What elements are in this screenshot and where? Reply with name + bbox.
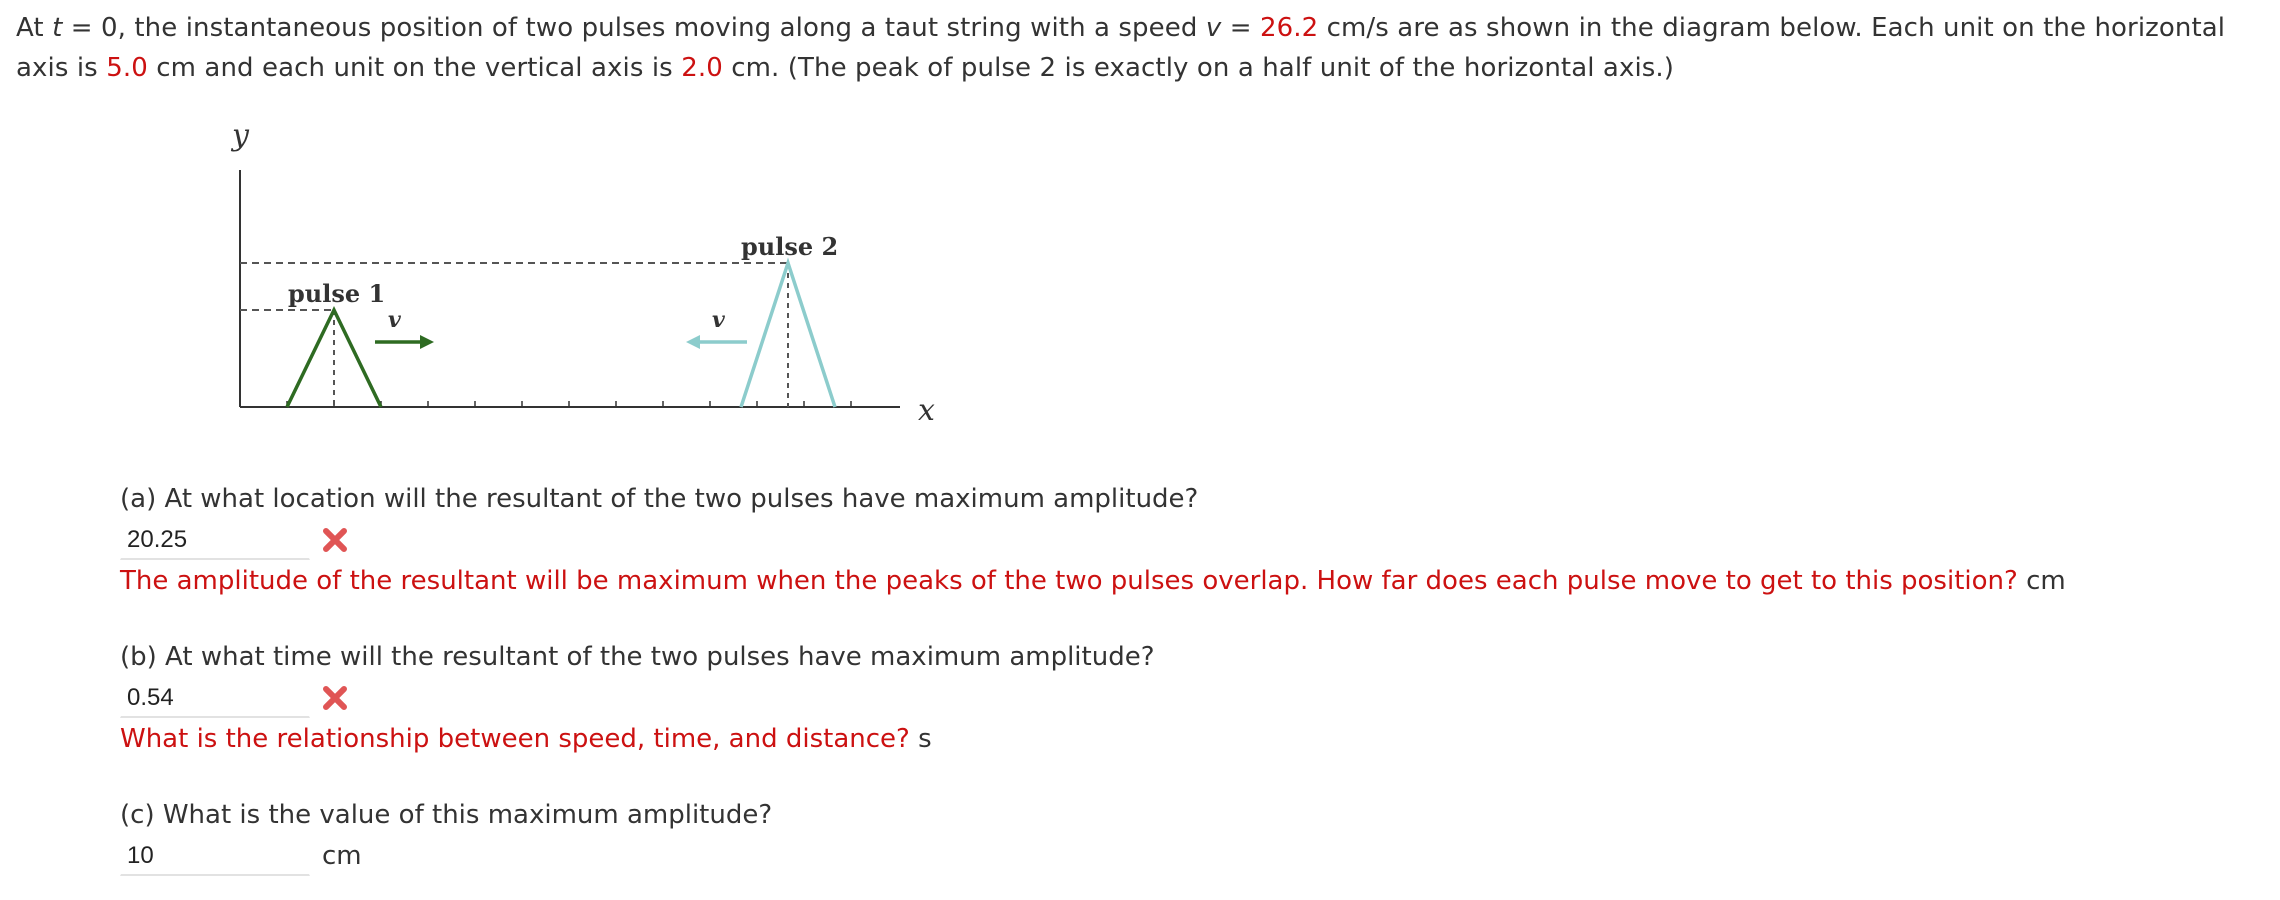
- pulse2-arrow-head: [686, 335, 700, 349]
- part-a-unit: cm: [2026, 566, 2066, 596]
- problem-text: cm/s are as shown in the diagram below. Each unit on the horizontal axis is: [16, 13, 2226, 83]
- question-parts: [120, 480, 2220, 900]
- part-c-answer-input[interactable]: [120, 836, 310, 876]
- part-b-answer-row: [120, 676, 2220, 720]
- pulse2-label: pulse 2: [741, 232, 839, 261]
- part-c-question: (c) What is the value of this maximum amplitude?: [120, 800, 773, 830]
- part-b-answer-input[interactable]: [120, 678, 310, 718]
- x-axis-label: x: [918, 393, 935, 428]
- pulse1-arrow-head: [420, 335, 434, 349]
- problem-text: cm. (The peak of pulse 2 is exactly on a half unit of the horizontal axis.): [722, 53, 1675, 83]
- problem-statement: [16, 8, 2266, 88]
- incorrect-x-icon: [320, 525, 350, 555]
- part-a-answer-row: [120, 518, 2220, 562]
- horizontal-unit-value: 5.0: [106, 53, 148, 83]
- speed-variable: v: [1205, 13, 1222, 43]
- problem-text: =: [1221, 13, 1260, 43]
- part-b-unit: s: [918, 724, 932, 754]
- part-a-question: (a) At what location will the resultant of the two pulses have maximum amplitude?: [120, 484, 1199, 514]
- pulse-diagram-svg: [210, 115, 950, 435]
- incorrect-x-icon: [320, 683, 350, 713]
- vertical-unit-value: 2.0: [681, 53, 723, 83]
- part-c: [120, 796, 2220, 878]
- part-b: [120, 638, 2220, 758]
- problem-text: cm and each unit on the vertical axis is: [147, 53, 682, 83]
- part-a-feedback: [120, 562, 2220, 600]
- part-b-feedback: [120, 720, 2220, 758]
- y-axis-label: y: [232, 118, 249, 153]
- pulse2-velocity-label: v: [712, 307, 725, 333]
- pulse-diagram: [210, 115, 950, 435]
- speed-value: 26.2: [1259, 13, 1319, 43]
- time-variable: t: [52, 13, 63, 43]
- part-a: [120, 480, 2220, 600]
- part-b-question: (b) At what time will the resultant of the two pulses have maximum amplitude?: [120, 642, 1155, 672]
- part-a-answer-input[interactable]: [120, 520, 310, 560]
- problem-text: = 0, the instantaneous position of two pulses moving along a taut string with a speed: [62, 13, 1206, 43]
- problem-text: At: [16, 13, 53, 43]
- part-a-feedback-text: The amplitude of the resultant will be maximum when the peaks of the two pulses overlap. How far does each pulse move to get to this position?: [120, 566, 2018, 596]
- part-c-answer-row: [120, 834, 2220, 878]
- part-c-unit: cm: [322, 841, 362, 871]
- part-b-feedback-text: What is the relationship between speed, time, and distance?: [120, 724, 910, 754]
- pulse1-velocity-label: v: [388, 307, 401, 333]
- pulse1-label: pulse 1: [288, 279, 386, 308]
